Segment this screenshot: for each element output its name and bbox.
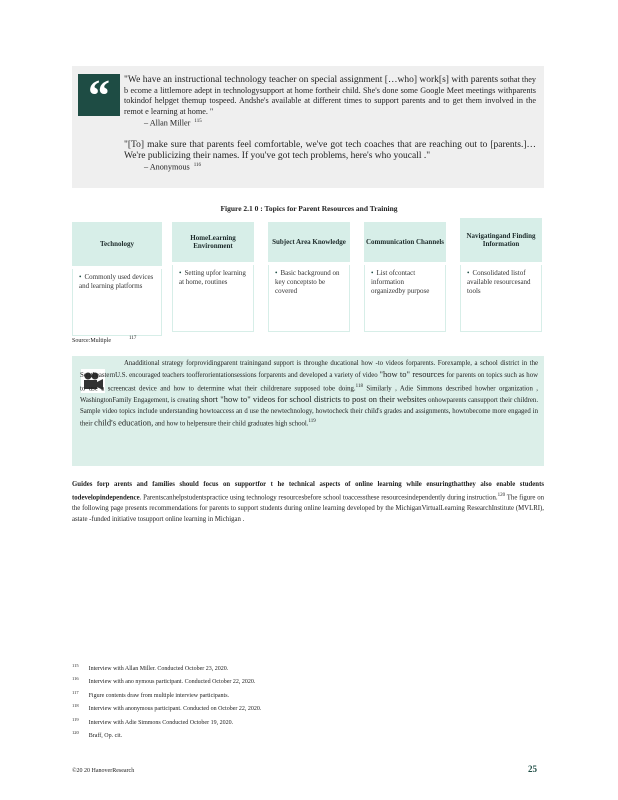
quote-2-lead: "[To] make sure that parents feel comfortable, we've got tech coaches that are reaching out to [parents.]… We're publicizing their names. If you've got tech problems, here's who youcall .": [124, 140, 536, 161]
figure-title: Figure 2.1 0 : Topics for Parent Resources and Training: [220, 204, 398, 213]
case-text-1: Anadditional strategy forprovidingparent trainingand support is throughe ducational how -to videos forparents. Forexample, a school district in the SoutheasternU.S. encouraged teachers toofferorientationsessions forparents and developed a variety of video: [80, 360, 538, 380]
case-text-5: and how to helpensure their child graduates high school.: [155, 420, 309, 428]
topic-head: HomeLearning Environment: [172, 222, 254, 262]
guides-bold-text: Guides forp arents and families should focus on supportfor t he technical aspects of online learning while ensuringthatthey also enable students todevelopindependence: [72, 481, 544, 502]
guides-footnote-ref: 120: [497, 492, 506, 498]
topic-head: Technology: [72, 222, 162, 266]
footnote: [72, 701, 472, 714]
quote-box: [72, 66, 544, 188]
footnote: [72, 688, 472, 701]
figure-source-text: Source:Multiple: [72, 338, 111, 344]
guides-paragraph: [72, 480, 544, 525]
quote-2-attribution: [124, 161, 536, 173]
case-footnote-ref-1: 118: [355, 383, 363, 389]
case-emphasis-2: short "how to" videos for school districts to post on their websites: [200, 394, 427, 405]
topic-head: Communication Channels: [364, 222, 446, 262]
quote-2-author: – Anonymous: [144, 162, 190, 172]
topic-column-navigating: [460, 222, 542, 332]
figure-source: [72, 336, 136, 344]
page-number: 25: [528, 764, 537, 774]
quote-1-footnote-ref: 115: [194, 119, 202, 124]
footnote: [72, 661, 472, 674]
footnote: [72, 715, 472, 728]
quote-1-attribution: [124, 117, 536, 129]
quote-mark-icon: “: [78, 74, 120, 116]
topic-body: • Setting upfor learning at home, routines: [172, 265, 254, 332]
quote-1-body: sothat they b ecome a littlemore adept in technologysupport at home fortheir child. She's done some Google Meet meetings withparents tokindof helpget themup tospeed. Andshe's available at different times to support parents and to get them involved in the remot e learning at home. ": [124, 75, 537, 116]
case-emphasis-3: child's education,: [94, 417, 154, 428]
footnote-number: 115: [72, 663, 79, 668]
footnote-text: Interview with Adie Simmons Conducted October 19, 2020.: [88, 719, 234, 726]
quote-1-lead: "We have an instructional technology teacher on special assignment […who] work[s] with parents: [124, 75, 499, 85]
footnote: [72, 728, 472, 741]
footnote-text: Braff, Op. cit.: [88, 733, 123, 740]
footnote-text: Figure contents draw from multiple interview participants.: [88, 692, 230, 699]
topic-column-home-learning: [172, 222, 254, 332]
topic-column-technology: [72, 222, 162, 336]
case-footnote-ref-2: 119: [308, 419, 316, 425]
topic-body: • Commonly used devices and learning platforms: [72, 269, 162, 336]
guides-text-2: The figure on the following page presents recommendations for parents to support students during online learning developed by the MichiganVirtualLearning ResearchInstitute (MVLRI), astate -funded initiative tosupport online learning in Michigan .: [72, 494, 545, 523]
topic-body: • Consolidated listof available resourcesand tools: [460, 265, 542, 332]
footer-copyright: ©20 20 HanoverResearch: [72, 768, 135, 774]
footnote-number: 117: [72, 689, 79, 695]
quote-1: [124, 75, 536, 129]
footnote-text: Interview with ano nymous participant. Conducted October 22, 2020.: [88, 679, 256, 686]
footnote-text: Interview with Allan Miller. Conducted October 23, 2020.: [88, 666, 229, 672]
quote-1-author: – Allan Miller: [144, 118, 191, 128]
footnotes: [72, 661, 472, 741]
topic-head: Subject Area Knowledge: [268, 222, 350, 262]
topic-head: Navigatingand Finding Information: [460, 218, 542, 262]
case-study-box: [72, 356, 544, 466]
case-text-4: onhowparents cansupport their children. Sample video topics include understanding howtoaccess an d use the newtechnology, howtocheck their child's grades and assignments, howtobecome more engaged in their: [80, 397, 539, 428]
topic-column-communication: [364, 222, 446, 332]
topic-column-subject-area: [268, 222, 350, 332]
footnote-number: 120: [72, 730, 79, 736]
case-emphasis-1: "how to" resources: [379, 369, 445, 380]
quote-2: [124, 140, 536, 173]
case-text-2: for parents on topics such as how to use a screencast device and how to determine what their childrenare supposed tobe doing.: [80, 372, 539, 393]
case-text-3: Similarly , Adie Simmons described howher organization , WashingtonFamily Engagement, is creating: [80, 385, 538, 405]
guides-text: . Parentscanhelpstudentspractice using technology resourcesbefore school toaccessthese resourcesindependently during instruction.: [139, 494, 498, 502]
footnote-number: 119: [72, 716, 79, 722]
case-study-text: [80, 359, 538, 430]
quote-2-footnote-ref: 116: [193, 163, 202, 168]
footnote-number: 116: [72, 676, 79, 682]
footnote: [72, 674, 472, 687]
topic-body: • Basic background on key conceptsto be covered: [268, 265, 350, 332]
figure-source-footnote-ref: 117: [129, 336, 137, 341]
topic-body: • List ofcontact information organizedby purpose: [364, 265, 446, 332]
footnote-text: Interview with anonymous participant. Conducted on October 22, 2020.: [88, 706, 262, 713]
footnote-number: 118: [72, 703, 79, 709]
